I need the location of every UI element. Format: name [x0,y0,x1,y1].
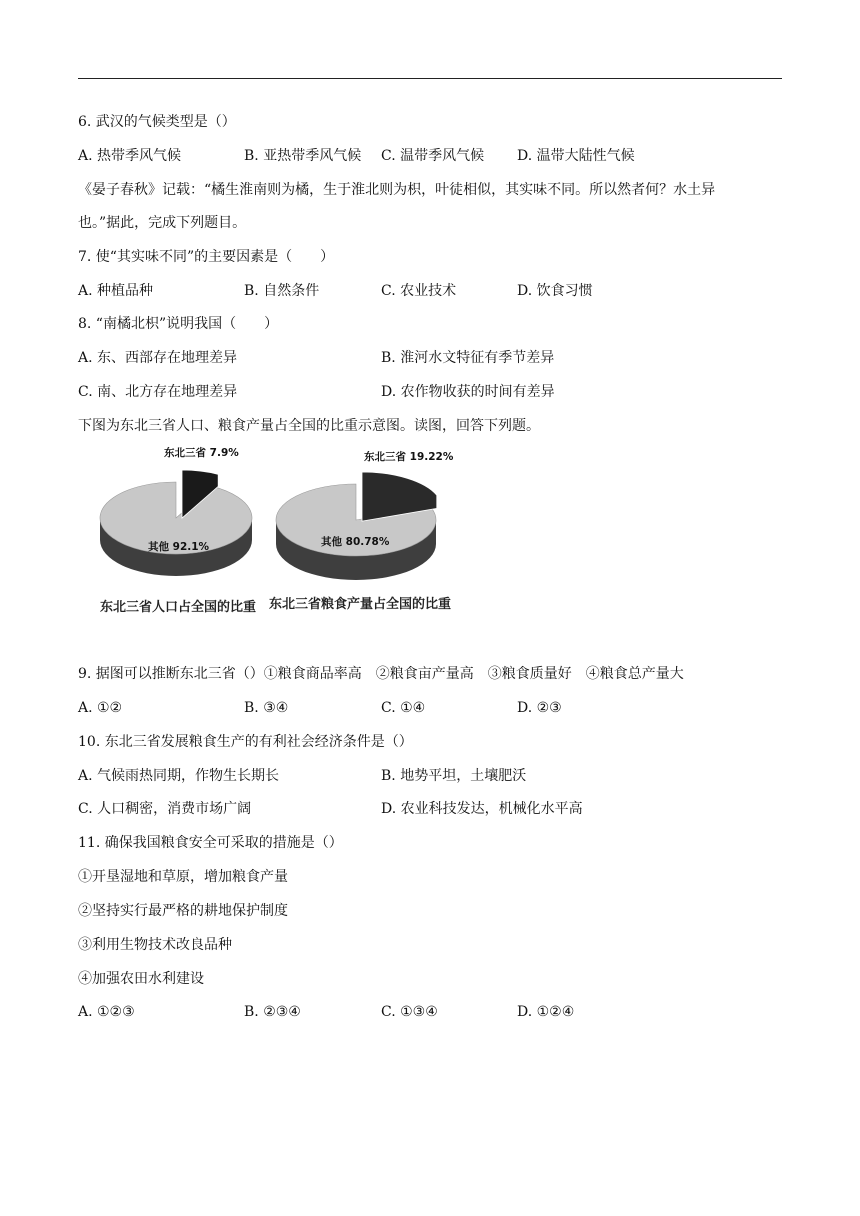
q10-option-a: A. 气候雨热同期，作物生长期长 [78,768,280,784]
q8-option-b: B. 淮河水文特征有季节差异 [381,350,555,366]
pie-label-other: 其他 92.1% [148,541,210,553]
q11-item-1: ①开垦湿地和草原，增加粮食产量 [78,869,288,885]
q7-option-d: D. 饮食习惯 [517,283,593,299]
question-6-stem: 6. 武汉的气候类型是（） [78,114,236,130]
q9-option-d: D. ②③ [517,700,562,716]
passage-line-2: 也。”据此，完成下列题目。 [78,215,247,231]
question-7-stem: 7. 使“其实味不同”的主要因素是（ ） [78,249,335,265]
q10-option-c: C. 人口稠密，消费市场广阔 [78,801,252,817]
q9-option-a: A. ①② [78,700,123,716]
q10-option-b: B. 地势平坦，土壤肥沃 [381,768,527,784]
q11-option-c: C. ①③④ [381,1004,438,1020]
question-8-stem: 8. “南橘北枳”说明我国（ ） [78,316,279,332]
question-10-stem: 10. 东北三省发展粮食生产的有利社会经济条件是（） [78,734,413,750]
q6-option-d: D. 温带大陆性气候 [517,148,635,164]
pie-charts-figure [96,440,476,620]
pie-caption: 东北三省粮食产量占全国的比重 [268,597,452,612]
q11-item-3: ③利用生物技术改良品种 [78,937,232,953]
header-rule [78,78,782,79]
pie-label-northeast: 东北三省 19.22% [364,451,454,463]
question-9-stem: 9. 据图可以推断东北三省（）①粮食商品率高 ②粮食亩产量高 ③粮食质量好 ④粮食总产量大 [78,666,684,682]
q8-option-a: A. 东、西部存在地理差异 [78,350,238,366]
q11-item-2: ②坚持实行最严格的耕地保护制度 [78,903,288,919]
q6-option-c: C. 温带季风气候 [381,148,485,164]
q10-option-d: D. 农业科技发达，机械化水平高 [381,801,583,817]
q8-option-d: D. 农作物收获的时间有差异 [381,384,555,400]
q7-option-a: A. 种植品种 [78,283,154,299]
q11-option-a: A. ①②③ [78,1004,135,1020]
q9-option-c: C. ①④ [381,700,426,716]
q11-item-4: ④加强农田水利建设 [78,971,204,987]
q6-option-b: B. 亚热带季风气候 [244,148,362,164]
q11-option-d: D. ①②④ [517,1004,575,1020]
q9-option-b: B. ③④ [244,700,289,716]
pie-label-other: 其他 80.78% [321,536,390,548]
pie-charts-svg [96,440,476,620]
q7-option-b: B. 自然条件 [244,283,320,299]
passage-line-1: 《晏子春秋》记载：“橘生淮南则为橘，生于淮北则为枳，叶徒相似，其实味不同。所以然者何？水土异 [78,182,716,198]
q6-option-a: A. 热带季风气候 [78,148,182,164]
pie-caption: 东北三省人口占全国的比重 [99,600,257,615]
figure-intro: 下图为东北三省人口、粮食产量占全国的比重示意图。读图，回答下列题。 [78,418,540,434]
q8-option-c: C. 南、北方存在地理差异 [78,384,238,400]
question-11-stem: 11. 确保我国粮食安全可采取的措施是（） [78,835,343,851]
pie-label-northeast: 东北三省 7.9% [164,447,239,459]
q11-option-b: B. ②③④ [244,1004,301,1020]
q7-option-c: C. 农业技术 [381,283,457,299]
